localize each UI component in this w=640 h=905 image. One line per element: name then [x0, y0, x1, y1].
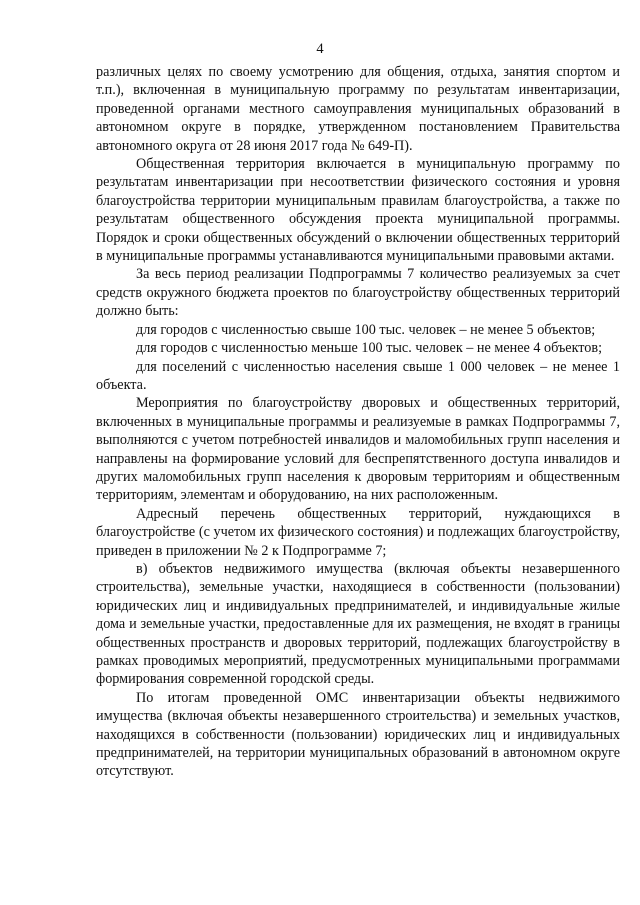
page-number: 4: [316, 41, 324, 57]
paragraph-5: для городов с численностью меньше 100 тыс. человек – не менее 4 объектов;: [136, 340, 603, 357]
paragraph-9: в) объектов недвижимого имущества (включая объекты незавершенного строительства), земельные участки, находящиеся в собственности (пользовании) юридических лиц и индивидуальных предпринимателей, и индивидуальные жилые дома и земельные участки, предоставленные для их размещения, не входят в границы общественных пространств и дворовых территорий, подлежащих благоустройству в рамках проводимых мероприятий, предусмотренных муниципальными программами формирования современной городской среды.: [96, 560, 620, 688]
paragraph-2: Общественная территория включается в муниципальную программу по результатам инвентаризации при несоответствии физического состояния и уровня благоустройства территории муниципальным правилам благоустройства, а также по результатам общественного обсуждения проекта муниципальной программы. Порядок и сроки общественных обсуждений о включении общественных территорий в муниципальные программы устанавливаются муниципальными правовыми актами.: [96, 156, 620, 265]
document-body: [96, 63, 620, 781]
paragraph-7: Мероприятия по благоустройству дворовых и общественных территорий, включенных в муниципальные программы и реализуемые в рамках Подпрограммы 7, выполняются с учетом потребностей инвалидов и маломобильных групп населения и направлены на формирование условий для беспрепятственного доступа инвалидов и других маломобильных групп населения к дворовым территориям и общественным территориям, элементам и оборудованию, на них расположенным.: [96, 395, 620, 504]
paragraph-6: для поселений с численностью населения свыше 1 000 человек – не менее 1 объекта.: [96, 358, 620, 393]
paragraph-10: По итогам проведенной ОМС инвентаризации объекты недвижимого имущества (включая объекты незавершенного строительства) и земельных участков, находящихся в собственности (пользовании) юридических лиц и индивидуальных предпринимателей, на территории муниципальных образований в автономном округе отсутствуют.: [96, 689, 620, 780]
paragraph-8: Адресный перечень общественных территорий, нуждающихся в благоустройстве (с учетом их физического состояния) и подлежащих благоустройству, приведен в приложении № 2 к Подпрограмме 7;: [96, 505, 620, 559]
paragraph-1: различных целях по своему усмотрению для общения, отдыха, занятия спортом и т.п.), включенная в муниципальную программу по результатам инвентаризации, проведенной органами местного самоуправления муниципальных образований в автономном округе в порядке, утвержденном постановлением Правительства автономного округа от 28 июня 2017 года № 649-П).: [96, 64, 620, 154]
paragraph-3: За весь период реализации Подпрограммы 7 количество реализуемых за счет средств окружного бюджета проектов по благоустройству общественных территорий должно быть:: [96, 266, 620, 320]
paragraph-4: для городов с численностью свыше 100 тыс. человек – не менее 5 объектов;: [136, 321, 596, 338]
